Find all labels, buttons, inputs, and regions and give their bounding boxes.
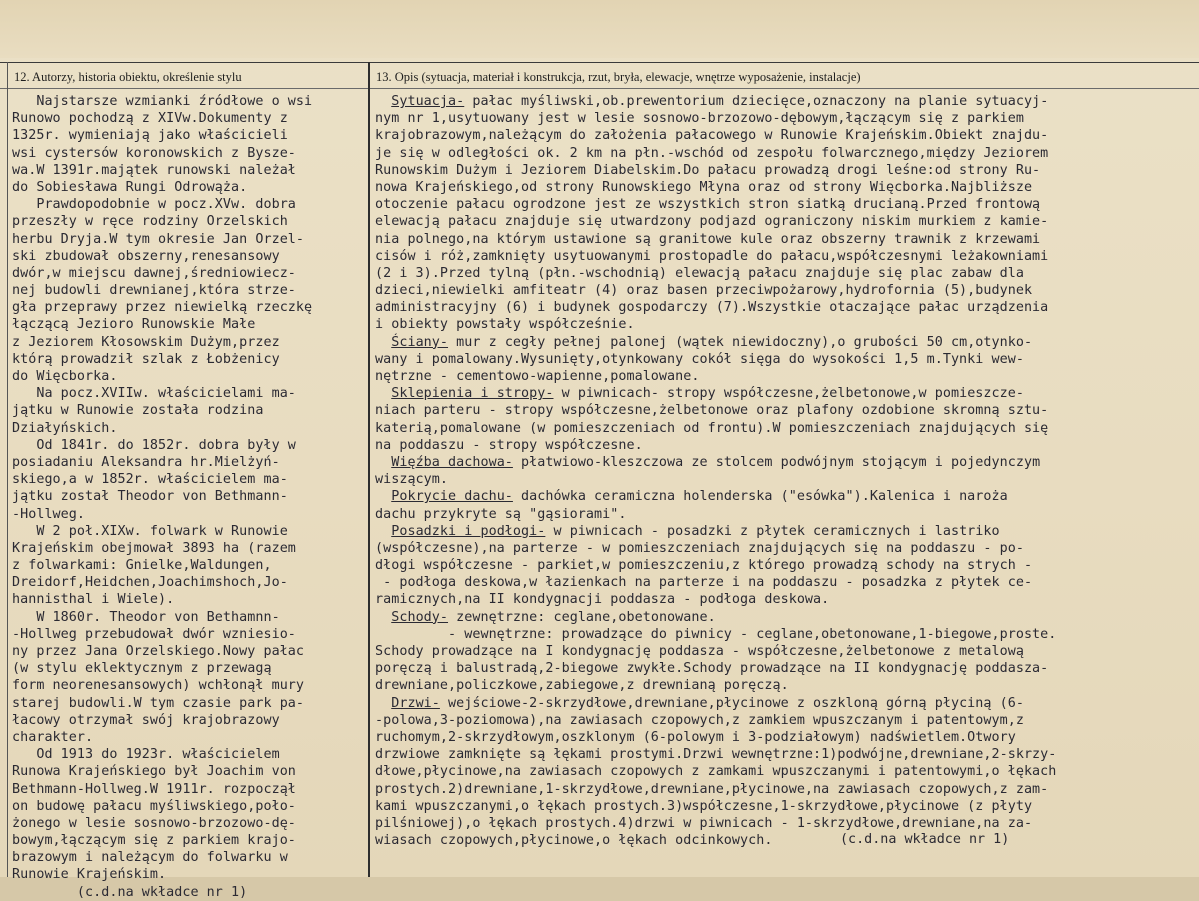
- description-text-line: [375, 574, 1197, 591]
- description-text: drzwiowe zamknięte są łękami prostymi.Drzwi wewnętrzne:1)podwójne,drewniane,2-skrzy-: [375, 747, 1057, 763]
- history-text-line: W 2 poł.XIXw. folwark w Runowie: [12, 523, 288, 539]
- history-text-line: hannisthal i Wiele).: [12, 592, 175, 608]
- description-text: otoczenie pałacu ogrodzone jest ze wszystkich stron siatką drucianą.Przed frontową: [375, 197, 1041, 213]
- description-text: je się w odległości ok. 2 km na płn.-wschód od zespołu folwarcznego,między Jeziorem: [375, 145, 1049, 161]
- description-text: mur z cegły pełnej palonej (wątek niewidoczny),o grubości 50 cm,otynko-: [448, 334, 1033, 350]
- description-text-line: [375, 712, 1197, 729]
- history-text-line: z Jeziorem Kłosowskim Dużym,przez: [12, 334, 280, 350]
- section-heading: Sklepienia i stropy-: [391, 386, 554, 402]
- history-column: [12, 93, 364, 901]
- description-text: elewacją pałacu znajduje się utwardzony podjazd ograniczony niskim murkiem z kamie-: [375, 214, 1049, 230]
- description-text: dachu przykryte są "gąsiorami".: [375, 506, 627, 522]
- history-text-line: herbu Dryja.W tym okresie Jan Orzel-: [12, 231, 305, 247]
- description-text: nowa Krajeńskiego,od strony Runowskiego Młyna oraz od strony Więcborka.Najbliższe: [375, 179, 1033, 195]
- description-text-line: [375, 729, 1197, 746]
- description-text-line: [375, 643, 1197, 660]
- history-text-line: (c.d.na wkładce nr 1): [12, 884, 248, 900]
- description-text-line: [375, 471, 1197, 488]
- description-text-line: [375, 248, 1197, 265]
- description-text: Schody prowadzące na I kondygnację poddasza - współczesne,żelbetonowe z metalową: [375, 644, 1024, 659]
- description-text-line: [375, 506, 1197, 523]
- history-text-line: wsi cystersów koronowskich z Bysze-: [12, 145, 296, 161]
- history-text-line: Od 1841r. do 1852r. dobra były w: [12, 437, 296, 453]
- description-text-line: [375, 196, 1197, 213]
- description-text: w piwnicach- stropy współczesne,żelbetonowe,w pomieszcze-: [553, 386, 1024, 402]
- description-text-line: [375, 609, 1197, 626]
- description-text-line: [375, 213, 1197, 230]
- description-text: katerią,pomalowane (w pomieszczeniach od frontu).W pomieszczeniach znajdujących się: [375, 420, 1049, 436]
- history-text-line: dwór,w miejscu dawnej,średniowiecz-: [12, 265, 296, 281]
- description-text: poręczą i balustradą,2-biegowe zwykłe.Schody prowadzące na II kondygnację poddasza-: [375, 661, 1049, 677]
- history-text-line: Dreidorf,Heidchen,Joachimshoch,Jo-: [12, 575, 288, 591]
- history-text-line: posiadaniu Aleksandra hr.Mielżyń-: [12, 454, 280, 470]
- description-text-line: [375, 179, 1197, 196]
- section-heading: Sytuacja-: [391, 94, 465, 109]
- description-text-line: [375, 557, 1197, 574]
- description-text: pilśniowej),o łękach prostych.4)drzwi w piwnicach - 1-skrzydłowe,drewniane,na za-: [375, 815, 1033, 831]
- history-text-line: przeszły w ręce rodziny Orzelskich: [12, 214, 288, 230]
- description-text-line: [375, 746, 1197, 763]
- description-text: ruchomym,2-skrzydłowym,oszklonym (6-polowym i 3-podziałowym) nadświetlem.Otwory: [375, 729, 1016, 745]
- column-divider: [368, 62, 370, 877]
- description-text: wany i pomalowany.Wysunięty,otynkowany cokół sięga do wysokości 1,5 m.Tynki wew-: [375, 351, 1024, 367]
- description-text: wiszącym.: [375, 472, 449, 488]
- history-text-line: ski zbudował obszerny,renesansowy: [12, 248, 280, 264]
- description-text-line: [375, 127, 1197, 144]
- section-heading: Drzwi-: [391, 695, 440, 711]
- description-text-line: [375, 695, 1197, 712]
- description-text-line: [375, 798, 1197, 815]
- history-text-line: gła przeprawy przez niewielką rzeczkę: [12, 300, 313, 316]
- description-text: wejściowe-2-skrzydłowe,drewniane,płycinowe z oszkloną górną płyciną (6-: [439, 695, 1024, 711]
- description-text: nia polnego,na którym ustawione są granitowe kule oraz obszerny trawnik z krzewami: [375, 231, 1041, 247]
- history-text-line: ny przez Jana Orzelskiego.Nowy pałac: [12, 644, 305, 659]
- history-text-line: starej budowli.W tym czasie park pa-: [12, 695, 305, 711]
- history-text-line: (w stylu eklektycznym z przewagą: [12, 661, 272, 677]
- description-text: nym nr 1,usytuowany jest w lesie sosnowo-brzozowo-dębowym,łączącym się z parkiem: [375, 111, 1024, 127]
- section-heading: Więźba dachowa-: [391, 454, 513, 470]
- section-heading: Posadzki i podłogi-: [391, 523, 546, 539]
- history-text-line: -Hollweg.: [12, 506, 86, 522]
- description-text-line: [375, 110, 1197, 127]
- history-text-line: łączącą Jezioro Runowskie Małe: [12, 317, 256, 333]
- continuation-note: (c.d.na wkładce nr 1): [840, 832, 1010, 847]
- description-text: (2 i 3).Przed tylną (płn.-wschodnią) elewacją pałacu znajduje się plac zabaw dla: [375, 265, 1024, 281]
- description-text-line: [375, 282, 1197, 299]
- description-text-line: [375, 660, 1197, 677]
- history-text-line: form neorenesansowych) wchłonął mury: [12, 678, 305, 694]
- description-text-line: [375, 437, 1197, 454]
- history-text-line: W 1860r. Theodor von Bethamnn-: [12, 609, 280, 625]
- description-text-line: [375, 832, 1197, 849]
- description-column: [375, 93, 1197, 849]
- description-text: dzieci,niewielki amfiteatr (4) oraz basen przeciwpożarowy,hydrofornia (5),budynek: [375, 283, 1033, 299]
- description-text-line: [375, 815, 1197, 832]
- header-bottom-rule: [0, 88, 1199, 89]
- description-text-line: [375, 763, 1197, 780]
- history-text-line: Działyńskich.: [12, 420, 118, 436]
- description-text: krajobrazowym,należącym do założenia pałacowego w Runowie Krajeńskim.Obiekt znajdu-: [375, 128, 1049, 144]
- description-text-line: [375, 265, 1197, 282]
- description-text: cisów i róż,zamknięty usytuowanymi prostopadle do pałacu,współczesnymi leżakowniami: [375, 248, 1049, 264]
- history-text-line: Od 1913 do 1923r. właścicielem: [12, 747, 280, 763]
- history-text-line: jątku został Theodor von Bethmann-: [12, 489, 288, 505]
- description-text: (współczesne),na parterze - w pomieszczeniach znajdujących się na poddaszu - po-: [375, 540, 1024, 556]
- section-heading: Ściany-: [391, 334, 449, 350]
- history-text-line: nej budowli drewnianej,która strze-: [12, 283, 296, 299]
- history-text-line: brazowym i należącym do folwarku w: [12, 850, 288, 866]
- description-text: -polowa,3-poziomowa),na zawiasach czopowych,z zamkiem wpuszczanym i patentowym,z: [375, 712, 1024, 728]
- frame-top-rule: [0, 62, 1199, 63]
- description-text-line: [375, 488, 1197, 505]
- section-13-header: 13. Opis (sytuacja, materiał i konstrukcja, rzut, bryła, elewacje, wnętrze wyposażenie, instalacje): [376, 70, 861, 84]
- description-text-line: [375, 677, 1197, 694]
- history-text-line: on budowę pałacu myśliwskiego,poło-: [12, 798, 296, 814]
- description-text-line: [375, 93, 1197, 110]
- paper-top-margin: [0, 0, 1199, 58]
- history-text-line: skiego,a w 1852r. właścicielem ma-: [12, 472, 288, 488]
- description-text: - wewnętrzne: prowadzące do piwnicy - ceglane,obetonowane,1-biegowe,proste.: [375, 626, 1057, 642]
- description-text: w piwnicach - posadzki z płytek ceramicznych i lastriko: [545, 523, 1000, 539]
- description-text-line: [375, 145, 1197, 162]
- description-text-line: [375, 351, 1197, 368]
- history-text-line: Runowo pochodzą z XIVw.Dokumenty z: [12, 111, 288, 127]
- description-text: pałac myśliwski,ob.prewentorium dziecięce,oznaczony na planie sytuacyj-: [464, 94, 1049, 109]
- history-text-line: Prawdopodobnie w pocz.XVw. dobra: [12, 197, 296, 213]
- history-text-line: charakter.: [12, 729, 94, 745]
- description-text-line: [375, 781, 1197, 798]
- description-text: prostych.2)drewniane,1-skrzydłowe,drewniane,płycinowe,na zawiasach czopowych,z zam-: [375, 781, 1049, 797]
- description-text: wiasach czopowych,płycinowe,o łękach odcinkowych.: [375, 833, 773, 849]
- history-text-line: 1325r. wymieniają jako właścicieli: [12, 128, 288, 144]
- frame-left-rule: [7, 62, 8, 877]
- history-text-line: do Więcborka.: [12, 369, 118, 384]
- description-text-line: [375, 454, 1197, 471]
- description-text: administracyjny (6) i budynek gospodarczy (7).Wszystkie otaczające pałac urządzenia: [375, 300, 1049, 316]
- history-text-line: Bethmann-Hollweg.W 1911r. rozpoczął: [12, 781, 296, 797]
- description-text: Runowskim Dużym i Jeziorem Diabelskim.Do pałacu prowadzą drogi leśne:od strony Ru-: [375, 162, 1041, 178]
- description-text-line: [375, 591, 1197, 608]
- history-text-line: Krajeńskim obejmował 3893 ha (razem: [12, 540, 296, 556]
- history-text-line: -Hollweg przebudował dwór wzniesio-: [12, 626, 296, 642]
- description-text-line: [375, 626, 1197, 643]
- description-text-line: [375, 385, 1197, 402]
- history-text-line: żonego w lesie sosnowo-brzozowo-dę-: [12, 815, 296, 831]
- history-text-line: łacowy otrzymał swój krajobrazowy: [12, 712, 280, 728]
- history-text-line: jątku w Runowie została rodzina: [12, 403, 264, 419]
- description-text-line: [375, 231, 1197, 248]
- description-text-line: [375, 316, 1197, 333]
- description-text: dłogi współczesne - parkiet,w pomieszczeniu,z którego prowadzą schody na strych -: [375, 558, 1033, 574]
- description-text: drewniane,policzkowe,zabiegowe,z drewnianą poręczą.: [375, 678, 789, 694]
- history-text-line: z folwarkami: Gnielke,Waldungen,: [12, 558, 272, 574]
- description-text-line: [375, 368, 1197, 385]
- description-text-line: [375, 523, 1197, 540]
- history-text-line: Runowa Krajeńskiego był Joachim von: [12, 764, 296, 780]
- history-text-line: Najstarsze wzmianki źródłowe o wsi: [12, 94, 313, 109]
- history-text-line: którą prowadził szlak z Łobżenicy: [12, 351, 280, 367]
- history-text-line: Na pocz.XVIIw. właścicielami ma-: [12, 386, 296, 402]
- history-text-line: do Sobiesława Rungi Odrowąża.: [12, 179, 248, 195]
- history-text-line: bowym,łączącym się z parkiem krajo-: [12, 833, 296, 849]
- description-text-line: [375, 299, 1197, 316]
- description-text-line: [375, 420, 1197, 437]
- description-text: i obiekty powstały współcześnie.: [375, 317, 635, 333]
- section-heading: Pokrycie dachu-: [391, 489, 513, 505]
- description-text: kami wpuszczanymi,o łękach prostych.3)współczesne,1-skrzydłowe,płycinowe (z płyty: [375, 798, 1033, 814]
- description-text: niach parteru - stropy współczesne,żelbetonowe oraz plafony ozdobione skromną sztu-: [375, 403, 1049, 419]
- description-text-line: [375, 402, 1197, 419]
- section-heading: Schody-: [391, 609, 449, 625]
- description-text-line: [375, 334, 1197, 351]
- description-text: płatwiowo-kleszczowa ze stolcem podwójnym stojącym i pojedynczym: [512, 454, 1041, 470]
- description-text: dłowe,płycinowe,na zawiasach czopowych z zamkami wpuszczanymi i patentowymi,o łękach: [375, 764, 1057, 780]
- history-text-line: wa.W 1391r.majątek runowski należał: [12, 162, 296, 178]
- description-text: na poddaszu - stropy współczesne.: [375, 437, 643, 453]
- description-text: zewnętrzne: ceglane,obetonowane.: [448, 609, 716, 625]
- description-text: - podłoga deskowa,w łazienkach na parterze i na poddaszu - posadzka z płytek ce-: [375, 575, 1033, 591]
- section-12-header: 12. Autorzy, historia obiektu, określenie stylu: [14, 70, 242, 84]
- description-text: ramicznych,na II kondygnacji poddasza - podłoga deskowa.: [375, 592, 830, 608]
- description-text: nętrzne - cementowo-wapienne,pomalowane.: [375, 369, 700, 384]
- description-text-line: [375, 540, 1197, 557]
- description-text-line: [375, 162, 1197, 179]
- history-text-line: Runowie Krajeńskim.: [12, 867, 167, 883]
- description-text: dachówka ceramiczna holenderska ("esówka").Kalenica i naroża: [512, 489, 1008, 505]
